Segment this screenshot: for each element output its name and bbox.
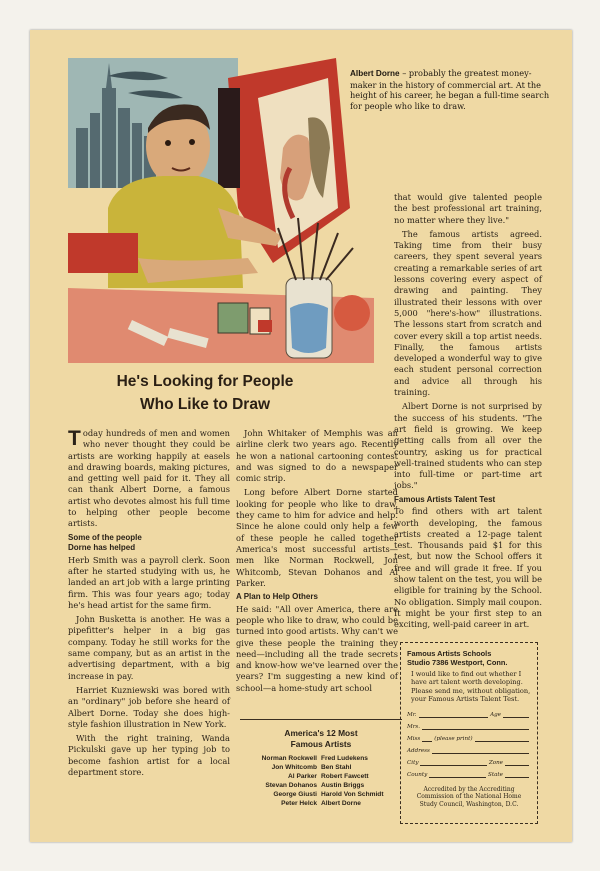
artist-row xyxy=(240,772,402,781)
mail-coupon[interactable] xyxy=(400,642,538,824)
paragraph-continued: that would give talented people the best professional art training, no matter where they live." xyxy=(394,192,542,225)
drop-cap: T xyxy=(68,427,81,450)
artist-name: George Giusti xyxy=(273,791,317,798)
famous-artists-list xyxy=(240,719,402,808)
field-label: City xyxy=(407,760,419,767)
paragraph-wanda-pickulski: With the right training, Wanda Pickulski gave up her typing job to become fashion artist for a local department store. xyxy=(68,733,230,778)
subheading-talent-test: Famous Artists Talent Test xyxy=(394,494,496,504)
artist-name: Al Parker xyxy=(288,773,317,780)
field-label: Miss xyxy=(407,736,421,743)
coupon-studio: Studio 7386 Westport, Conn. xyxy=(407,658,508,667)
illustration-caption xyxy=(350,68,550,111)
caption-name: Albert Dorne xyxy=(350,69,400,78)
paragraph-john-busketta: John Busketta is another. He was a pipefitter's helper in a big gas company. Today he still works for the same company, but as an artist in the advertising department, with a big increase in pay. xyxy=(68,614,230,681)
field-line xyxy=(505,777,529,778)
field-hint: (please print) xyxy=(434,736,473,743)
field-mrs[interactable] xyxy=(407,720,531,732)
subheading-line-2: Dorne has helped xyxy=(68,543,136,553)
field-address[interactable] xyxy=(407,744,531,756)
field-line xyxy=(432,753,529,754)
artist-row xyxy=(240,790,402,799)
artist-name: Fred Ludekens xyxy=(321,755,368,762)
paragraph-herb-smith: Herb Smith was a payroll clerk. Soon after he started studying with us, he landed an art job with a large printing firm. This was four years ago; today he's head artist for the same firm. xyxy=(68,554,230,610)
field-line xyxy=(475,741,530,742)
artists-table xyxy=(240,754,402,808)
article-column-1 xyxy=(68,428,230,781)
albert-dorne-illustration xyxy=(68,58,374,363)
artist-name: Peter Helck xyxy=(281,800,317,807)
paragraph-he-said: He said: "All over America, there are people who like to draw, who could be turned into good artists. Why can't we give these people the training they need—including all the trade secrets and know-how we've learned over the years? I'm suggesting a new kind of school—a home-study art school xyxy=(236,603,398,693)
headline xyxy=(70,370,340,416)
paragraph-famous-artists-agreed: The famous artists agreed. Taking time from their busy careers, they spent several years creating a remarkable series of art lessons covering every aspect of drawing and painting. They illustrated their lessons with over 5,000 "here's-how" illustrations. The lessons start from scratch and cover every skill a top artist needs. Finally, the famous artists developed a wonderful way to give each student personal correction and advice all through his training. xyxy=(394,228,542,398)
field-line xyxy=(419,717,488,718)
field-county[interactable] xyxy=(407,768,531,780)
artist-name: Norman Rockwell xyxy=(261,755,317,762)
paragraph-john-whitaker: John Whitaker of Memphis was an airline clerk two years ago. Recently he won a national cartooning contest and was signed to do a newspaper comic strip. xyxy=(236,428,398,484)
accreditation-note: Accredited by the Accrediting Commission of the National Home Study Council, Washington, D.C. xyxy=(416,785,522,808)
subheading-plan: A Plan to Help Others xyxy=(236,592,318,602)
subheading-people-helped xyxy=(68,533,230,554)
magazine-page xyxy=(30,30,572,842)
artist-name: Jon Whitcomb xyxy=(271,764,317,771)
field-label: State xyxy=(488,772,503,779)
paragraph-long-before: Long before Albert Dorne started looking for people who like to draw, they came to him for advice and help. Since he alone could only help a few of these people he called together America's most successful artists—men like Norman Rockwell, Jon Whitcomb, Stevan Dohanos and Al Parker. xyxy=(236,487,398,588)
field-label: Age xyxy=(490,712,501,719)
artist-name: Ben Stahl xyxy=(321,764,352,771)
artist-row xyxy=(240,754,402,763)
subheading-line-1: Some of the people xyxy=(68,532,142,542)
field-label: Mr. xyxy=(407,712,417,719)
artist-name: Robert Fawcett xyxy=(321,773,369,780)
field-line xyxy=(503,717,529,718)
paragraph-harriet-kuzniewski: Harriet Kuzniewski was bored with an "ordinary" job before she heard of Albert Dorne. Today she does high-style fashion illustration in New York. xyxy=(68,684,230,729)
headline-line-2: Who Like to Draw xyxy=(139,396,271,413)
artist-name: Albert Dorne xyxy=(321,800,361,807)
field-label: Address xyxy=(407,748,430,755)
lead-text: oday hundreds of men and women who never thought they could be artists are working happily at easels and drawing boards, making pictures, and getting well paid for it. They all can thank Albert Dorne, a famous artist who devotes almost his full time to helping other people become artists. xyxy=(68,428,230,529)
field-miss[interactable] xyxy=(407,732,531,744)
field-city[interactable] xyxy=(407,756,531,768)
article-column-2 xyxy=(236,428,398,697)
article-column-3 xyxy=(394,192,542,633)
artists-title xyxy=(240,728,402,750)
artists-title-line-1: America's 12 Most xyxy=(284,728,358,738)
artist-name: Austin Briggs xyxy=(321,782,365,789)
field-label: County xyxy=(407,772,428,779)
coupon-body: I would like to find out whether I have art talent worth developing. Please send me, without obligation, your Famous Artists Talent Test. xyxy=(411,670,531,704)
field-line xyxy=(422,729,529,730)
artist-row xyxy=(240,763,402,772)
field-line xyxy=(429,777,486,778)
field-line xyxy=(422,741,432,742)
field-mr[interactable] xyxy=(407,708,531,720)
paragraph-talent-test: To find others with art talent worth developing, the famous artists created a 12-page talent test. Thousands paid $1 for this test, but now the School offers it free and will grade it free. If you show talent on the test, you will be eligible for training by the School. No obligation. Simply mail coupon. It might be your first step to an exciting, well-paid career in art. xyxy=(394,506,542,630)
field-label: Zone xyxy=(488,760,503,767)
paragraph-not-surprised: Albert Dorne is not surprised by the success of his students. "The art field is growing. We keep getting calls from all over the country, asking us for practical well-trained students who can step into full-time or part-time art jobs." xyxy=(394,401,542,491)
lead-paragraph xyxy=(68,428,230,530)
field-label: Mrs. xyxy=(407,724,421,731)
field-line xyxy=(505,765,529,766)
artist-row xyxy=(240,799,402,808)
artists-title-line-2: Famous Artists xyxy=(290,739,352,749)
artist-row xyxy=(240,781,402,790)
caption-text: – probably the greatest money-maker in the history of commercial art. At the height of his career, he began a full-time search for people who like to draw. xyxy=(350,68,550,111)
headline-line-1: He's Looking for People xyxy=(116,373,294,390)
field-line xyxy=(420,765,486,766)
coupon-school: Famous Artists Schools xyxy=(407,649,492,658)
artist-name: Harold Von Schmidt xyxy=(321,791,384,798)
artist-name: Stevan Dohanos xyxy=(265,782,317,789)
